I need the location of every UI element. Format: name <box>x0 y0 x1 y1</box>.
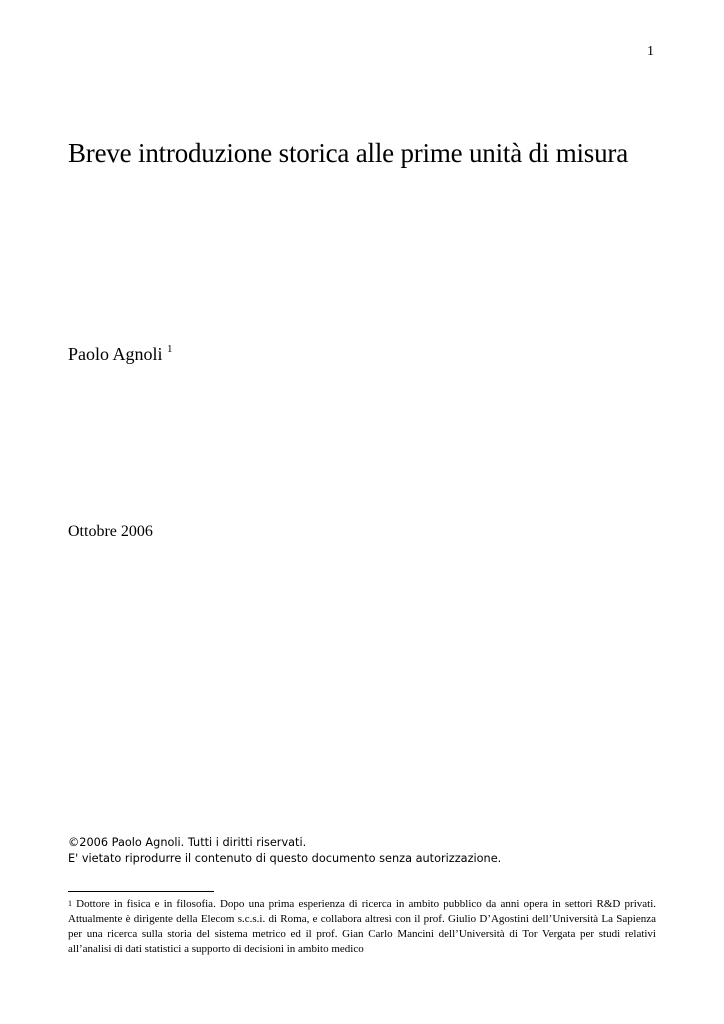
footnote-separator <box>68 891 214 892</box>
author-name: Paolo Agnoli <box>68 344 163 364</box>
author-footnote-ref[interactable]: 1 <box>167 343 173 355</box>
document-title: Breve introduzione storica alle prime unità di misura <box>68 138 628 168</box>
footnote-text: Dottore in fisica e in filosofia. Dopo una prima esperienza di ricerca in ambito pubblico da anni opera in settori R&D privati. Attualmente è dirigente della Elecom s.c.s.i. di Roma, e collabora altresì con il prof. Giulio D’Agostini dell’Università La Sapienza per una ricerca sulla storia del sistema metrico ed il prof. Gian Carlo Mancini dell’Università di Tor Vergata per studi relativi all’analisi di dati statistici a supporto di decisioni in ambito medico <box>68 898 657 955</box>
copyright-notice <box>68 835 501 867</box>
footnote <box>68 897 656 957</box>
copyright-line: ©2006 Paolo Agnoli. Tutti i diritti riservati. <box>68 836 307 849</box>
author-line <box>68 344 173 365</box>
page-number: 1 <box>647 44 654 59</box>
copyright-restriction-line: E' vietato riprodurre il contenuto di questo documento senza autorizzazione. <box>68 852 502 865</box>
footnote-marker: 1 <box>68 899 72 908</box>
document-date: Ottobre 2006 <box>68 523 153 540</box>
